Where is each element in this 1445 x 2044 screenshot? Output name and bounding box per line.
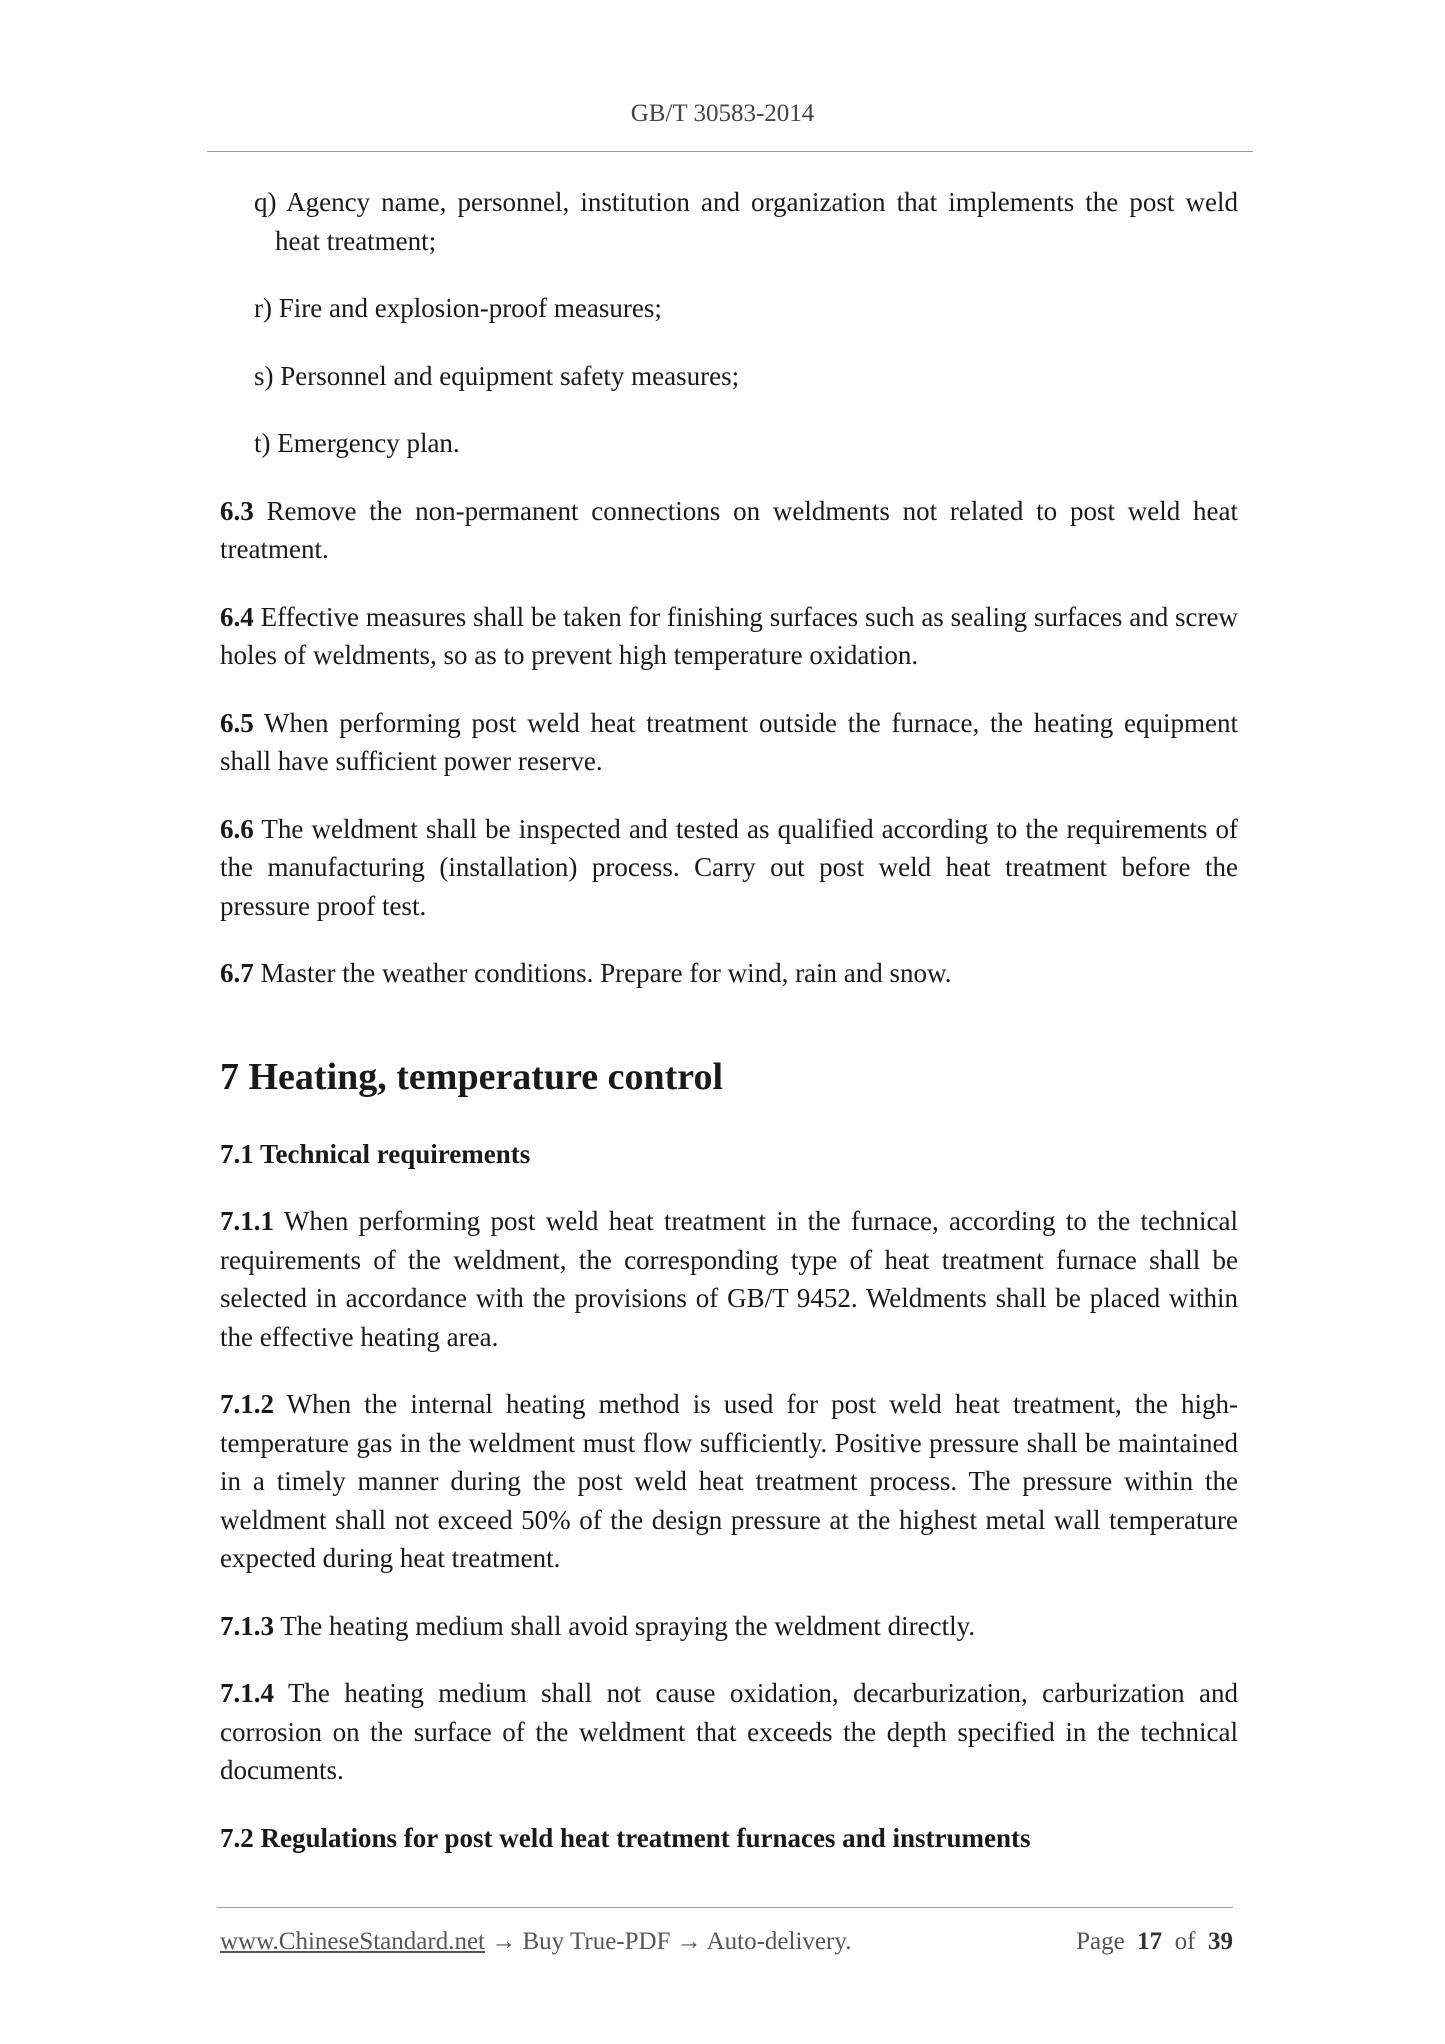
clause-number: 7.1.3 xyxy=(220,1610,274,1641)
clause-text: When performing post weld heat treatment outside the furnace, the heating equipment shall have sufficient power reserve. xyxy=(220,707,1238,776)
clause-7-1-4 xyxy=(220,1674,1238,1790)
clause-6-4 xyxy=(220,598,1238,675)
clause-6-3 xyxy=(220,492,1238,569)
total-pages: 39 xyxy=(1208,1928,1233,1955)
subsection-7-1-heading: 7.1 Technical requirements xyxy=(220,1138,531,1169)
list-item-t: t) Emergency plan. xyxy=(254,428,460,458)
footer-promo xyxy=(220,1928,851,1956)
clause-text: When performing post weld heat treatment in the furnace, according to the technical requirements of the weldment, the corresponding type of heat treatment furnace shall be selected in accordance with the provisions of GB/T 9452. Weldments shall be placed within the effective heating area. xyxy=(220,1206,1238,1352)
document-code-header: GB/T 30583-2014 xyxy=(630,100,815,127)
clause-text: When the internal heating method is used for post weld heat treatment, the high-temperature gas in the weldment must flow sufficiently. Positive pressure shall be maintained in a timely manner during the post weld heat treatment process. The pressure within the weldment shall not exceed 50% of the design pressure at the highest metal wall temperature expected during heat treatment. xyxy=(220,1389,1238,1573)
clause-number: 7.1.2 xyxy=(220,1389,274,1419)
footer-promo-text: → Buy True-PDF → Auto-delivery. xyxy=(485,1928,852,1955)
clause-number: 6.3 xyxy=(220,495,254,526)
clause-7-1-1 xyxy=(220,1202,1238,1356)
clause-number: 6.6 xyxy=(220,813,254,844)
current-page: 17 xyxy=(1137,1928,1163,1955)
page-number xyxy=(1076,1928,1233,1956)
clause-number: 7.1.1 xyxy=(220,1206,274,1236)
clause-text: Master the weather conditions. Prepare for wind, rain and snow. xyxy=(253,958,952,988)
of-label: of xyxy=(1174,1928,1196,1955)
page-body xyxy=(220,183,1238,1886)
clause-7-1-2 xyxy=(220,1385,1238,1578)
clause-text: The heating medium shall avoid spraying the weldment directly. xyxy=(274,1610,976,1641)
clause-number: 7.1.4 xyxy=(220,1678,274,1708)
page-label: Page xyxy=(1076,1928,1125,1955)
clause-7-1-3 xyxy=(220,1607,1238,1646)
clause-text: Remove the non-permanent connections on weldments not related to post weld heat treatment. xyxy=(220,495,1238,564)
list-item-r: r) Fire and explosion-proof measures; xyxy=(254,293,662,323)
clause-text: Effective measures shall be taken for finishing surfaces such as sealing surfaces and screw holes of weldments, so as to prevent high temperature oxidation. xyxy=(220,601,1238,670)
website-link[interactable]: www.ChineseStandard.net xyxy=(220,1928,485,1955)
clause-text: The weldment shall be inspected and tested as qualified according to the requirements of the manufacturing (installation) process. Carry out post weld heat treatment before the pressure proof test. xyxy=(220,813,1238,921)
section-7-heading: 7 Heating, temperature control xyxy=(220,1055,724,1098)
clause-number: 6.4 xyxy=(220,601,254,632)
clause-number: 6.5 xyxy=(220,707,254,738)
clause-text: The heating medium shall not cause oxidation, decarburization, carburization and corrosion on the surface of the weldment that exceeds the depth specified in the technical documents. xyxy=(220,1678,1238,1785)
list-item-s: s) Personnel and equipment safety measures; xyxy=(254,360,740,391)
clause-6-7 xyxy=(220,954,1238,993)
header-divider xyxy=(207,151,1253,152)
clause-6-5 xyxy=(220,704,1238,781)
list-item-q: q) Agency name, personnel, institution and organization that implements the post weld heat treatment; xyxy=(254,187,1238,256)
footer-divider xyxy=(217,1907,1233,1908)
clause-number: 6.7 xyxy=(220,958,254,988)
clause-6-6 xyxy=(220,810,1238,926)
subsection-7-2-heading: 7.2 Regulations for post weld heat treatment furnaces and instruments xyxy=(220,1822,1031,1853)
